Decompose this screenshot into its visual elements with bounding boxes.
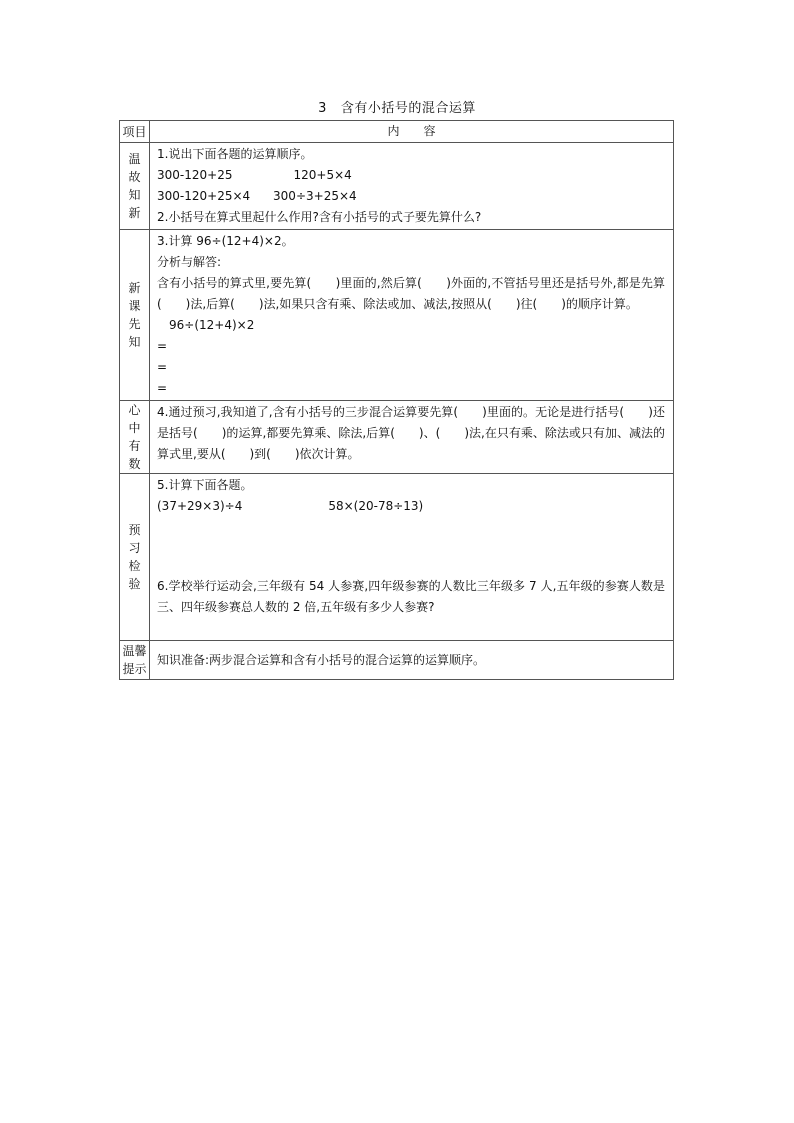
check-expr-2: 58×(20-78÷13) (328, 499, 424, 513)
check-expr-1: (37+29×3)÷4 (157, 499, 243, 513)
check-row (120, 474, 674, 641)
title-number: 3 (318, 101, 327, 116)
header-row (120, 121, 674, 143)
new-question: 3.计算 96÷(12+4)×2。 (157, 234, 294, 248)
new-label: 新课先知 (120, 230, 150, 401)
heart-paragraph: 4.通过预习,我知道了,含有小括号的三步混合运算要先算( )里面的。无论是进行括号( )还是括号( )的运算,都要先算乘、除法,后算( )、( )法,在只有乘、除法或只有加、减法的算式里,要从( )到( )依次计算。 (157, 405, 665, 461)
worksheet-table (119, 120, 674, 680)
check-answer-space (157, 517, 673, 576)
title-text: 含有小括号的混合运算 (340, 101, 476, 116)
new-paragraph: 含有小括号的算式里,要先算( )里面的,然后算( )外面的,不管括号里还是括号外,都是先算( )法,后算( )法,如果只含有乘、除法或加、减法,按照从( )往( )的顺序计算。 (157, 276, 665, 311)
heart-label: 心中有数 (120, 401, 150, 474)
check-expressions (157, 496, 673, 517)
heart-row (120, 401, 674, 474)
tip-label: 温馨提示 (120, 641, 150, 680)
review-row (120, 143, 674, 230)
tip-row (120, 641, 674, 680)
check-label: 预习检验 (120, 474, 150, 641)
check-content (150, 474, 674, 641)
review-line-4: 2.小括号在算式里起什么作用?含有小括号的式子要先算什么? (157, 210, 482, 224)
check-q6: 6.学校举行运动会,三年级有 54 人参赛,四年级参赛的人数比三年级多 7 人,五年级的参赛人数是三、四年级参赛总人数的 2 倍,五年级有多少人参赛? (157, 579, 665, 614)
new-eq-1: = (157, 339, 168, 353)
header-project: 项目 (120, 121, 150, 143)
tip-text: 知识准备:两步混合运算和含有小括号的混合运算的运算顺序。 (157, 652, 486, 667)
heart-content (150, 401, 674, 474)
tip-content (150, 641, 674, 680)
new-expression: 96÷(12+4)×2 (169, 318, 255, 332)
review-content (150, 143, 674, 230)
header-content: 内 容 (150, 121, 674, 143)
check-q5: 5.计算下面各题。 (157, 478, 253, 492)
review-label: 温故知新 (120, 143, 150, 230)
review-line-1: 1.说出下面各题的运算顺序。 (157, 147, 313, 161)
new-analysis: 分析与解答: (157, 255, 222, 269)
review-line-2: 300-120+25 120+5×4 (157, 168, 352, 182)
check-answer-space-2 (157, 618, 673, 636)
review-line-3: 300-120+25×4 300÷3+25×4 (157, 189, 357, 203)
new-eq-2: = (157, 360, 168, 374)
page-title (0, 97, 794, 116)
new-eq-3: = (157, 381, 168, 395)
new-content (150, 230, 674, 401)
new-row (120, 230, 674, 401)
